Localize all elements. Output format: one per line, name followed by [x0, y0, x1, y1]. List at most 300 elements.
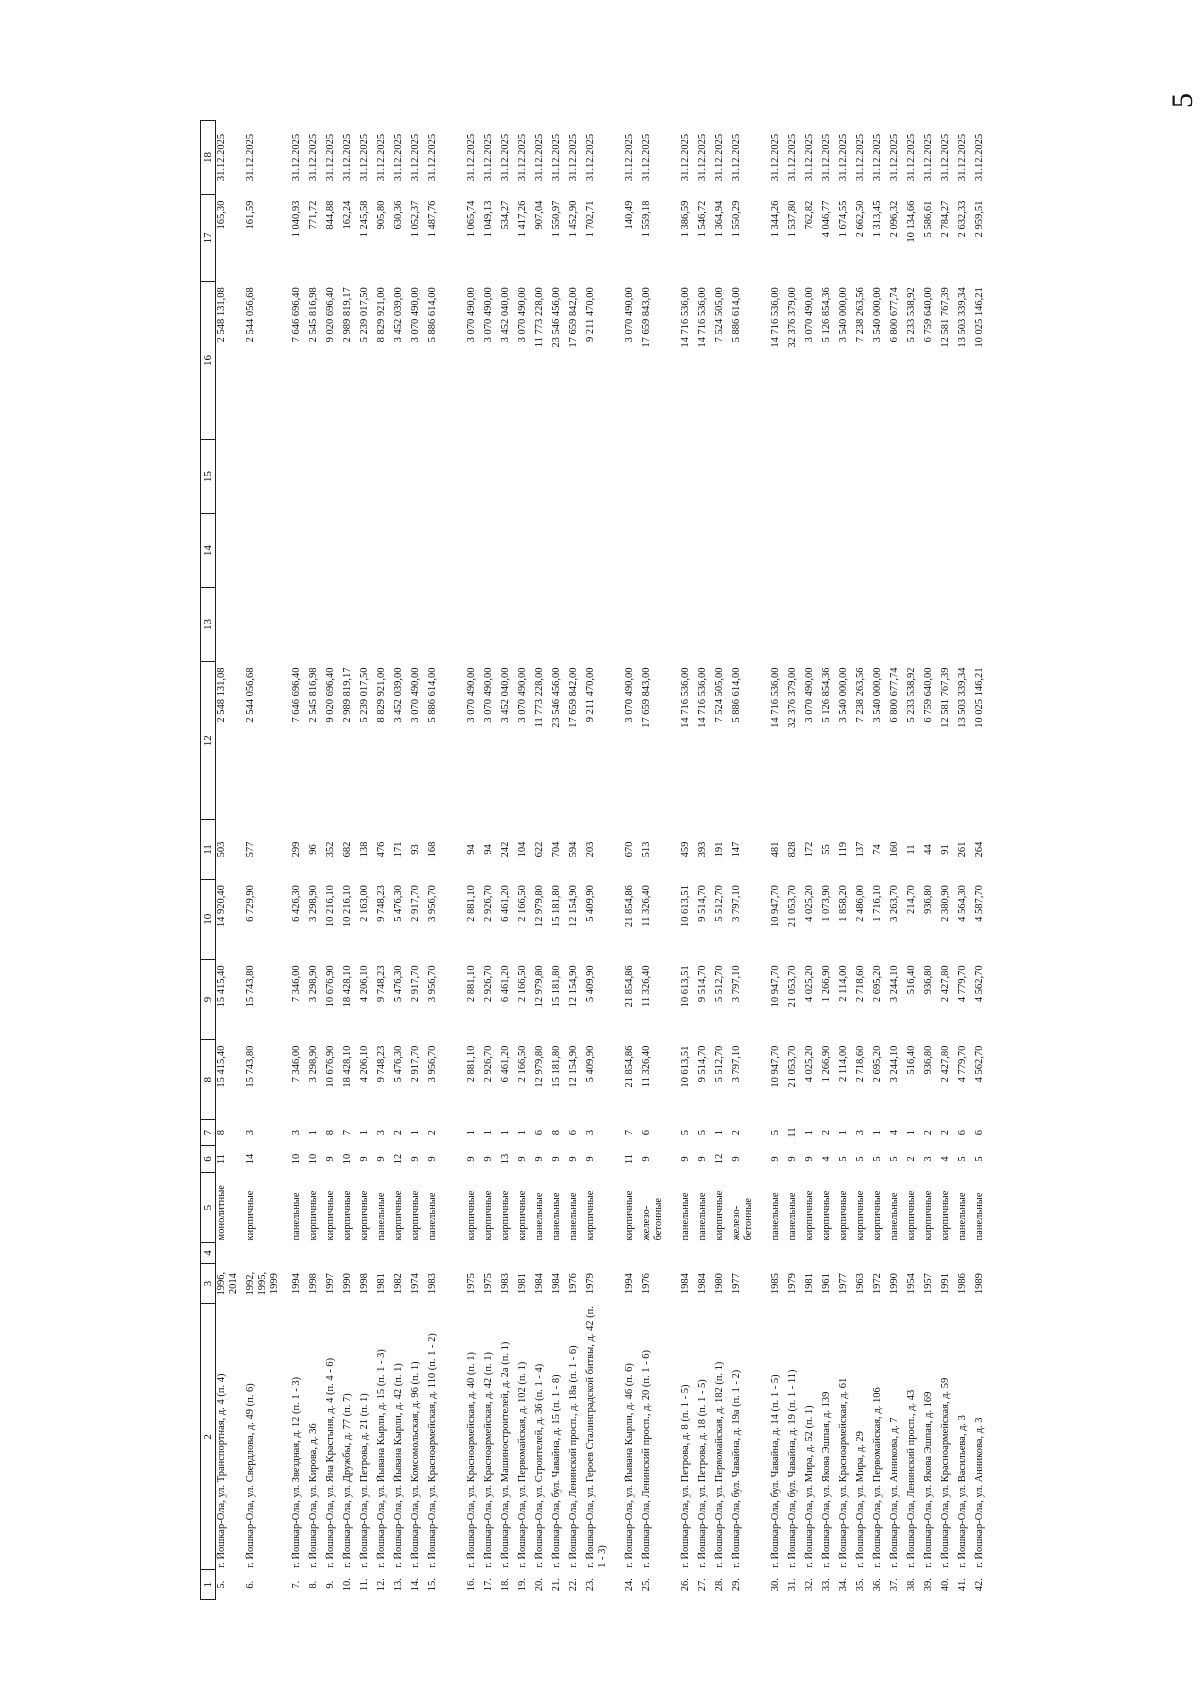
cell-total-cost: 12 581 767,39 [940, 667, 951, 728]
cell-address: г. Йошкар-Ола, ул. Свердлова, д. 49 (п. 6) [245, 1383, 256, 1568]
cell-row-number: 5. [216, 1580, 227, 1589]
column-header-15: 15 [201, 440, 216, 514]
table-row [517, 121, 534, 1600]
cell-living-area: 9 514,70 [697, 885, 708, 922]
cell-total-cost: 5 233 538,92 [906, 667, 917, 723]
cell-col-14 [974, 514, 991, 588]
cell-address: г. Йошкар-Ола, Ленинский просп., д. 18а (п. 1 - 6) [568, 1345, 579, 1568]
cell-total-cost: 7 646 696,40 [291, 667, 302, 723]
cell-living-area: 214,70 [906, 885, 917, 914]
cell-col-15 [838, 440, 855, 514]
cell-cost-16: 13 503 339,34 [957, 287, 968, 348]
cell-total-area: 1 266,90 [821, 1045, 832, 1083]
cell-entrances: 2 [821, 1129, 832, 1136]
cell-completion-date: 31.12.2025 [410, 133, 421, 182]
cell-build-years: 1992, 1995, 1999 [245, 1271, 280, 1296]
cell-cost-16: 5 126 854,36 [821, 287, 832, 343]
table-row [291, 121, 308, 1600]
cell-area-9: 10 947,70 [770, 965, 781, 1008]
cell-residents: 577 [245, 841, 256, 858]
cell-completion-date: 31.12.2025 [641, 133, 652, 182]
column-header-17: 17 [201, 195, 216, 282]
cell-completion-date: 31.12.2025 [308, 133, 319, 182]
cell-total-cost: 2 545 816,98 [308, 667, 319, 723]
cell-address: г. Йошкар-Ола, ул. Васильева, д. 3 [957, 1415, 968, 1568]
cell-residents: 393 [697, 841, 708, 858]
cell-total-cost: 6 800 677,74 [889, 667, 900, 723]
cell-living-area: 2 166,50 [517, 885, 528, 922]
cell-col-4 [957, 1242, 974, 1263]
table-row [906, 121, 923, 1600]
spacer-cell [670, 121, 680, 1600]
cell-col-4 [641, 1242, 670, 1263]
cell-col-14 [940, 514, 957, 588]
cell-area-9: 4 562,70 [974, 965, 985, 1003]
cell-floors: 10 [342, 1153, 353, 1165]
cell-unit-cost: 762,82 [804, 200, 815, 230]
cell-completion-date: 31.12.2025 [216, 133, 227, 182]
cell-address: г. Йошкар-Ола, бул. Чавайна, д. 14 (п. 1 - 5) [770, 1374, 781, 1568]
cell-living-area: 3 263,70 [889, 885, 900, 922]
cell-build-years: 1954 [906, 1273, 917, 1295]
cell-floors: 9 [534, 1156, 545, 1162]
cell-address: г. Йошкар-Ола, ул. Йывана Кырли, д. 15 (п. 1 - 3) [376, 1349, 387, 1568]
cell-build-years: 1990 [889, 1273, 900, 1295]
cell-unit-cost: 1 245,58 [359, 200, 370, 238]
cell-residents: 704 [551, 841, 562, 858]
cell-row-number: 24. [624, 1578, 635, 1592]
cell-col-13 [624, 588, 641, 662]
table-row [308, 121, 325, 1600]
cell-wall-material: панельные [291, 1192, 302, 1241]
cell-col-15 [500, 440, 517, 514]
cell-col-4 [500, 1242, 517, 1263]
cell-wall-material: кирпичные [517, 1190, 528, 1241]
cell-wall-material: панельные [551, 1192, 562, 1241]
cell-unit-cost: 1 049,13 [483, 200, 494, 238]
cell-col-14 [714, 514, 731, 588]
cell-area-9: 15 743,80 [245, 965, 256, 1008]
cell-wall-material: кирпичные [940, 1190, 951, 1241]
table-row [410, 121, 427, 1600]
cell-completion-date: 31.12.2025 [872, 133, 883, 182]
table-row [325, 121, 342, 1600]
cell-col-15 [821, 440, 838, 514]
cell-total-cost: 3 540 000,00 [838, 667, 849, 723]
cell-area-9: 2 718,60 [855, 965, 866, 1003]
cell-area-9: 15 181,80 [551, 965, 562, 1008]
cell-cost-16: 3 452 039,00 [393, 287, 404, 343]
cell-total-cost: 17 659 842,00 [568, 667, 579, 728]
cell-col-14 [517, 514, 534, 588]
cell-completion-date: 31.12.2025 [889, 133, 900, 182]
cell-row-number: 11. [359, 1578, 370, 1592]
cell-entrances: 1 [483, 1129, 494, 1136]
cell-col-14 [821, 514, 838, 588]
cell-unit-cost: 1 040,93 [291, 200, 302, 238]
table-row [427, 121, 456, 1600]
cell-entrances: 8 [216, 1129, 227, 1136]
cell-total-area: 15 415,40 [216, 1045, 227, 1088]
cell-completion-date: 31.12.2025 [393, 133, 404, 182]
cell-total-area: 516,40 [906, 1045, 917, 1075]
cell-col-14 [568, 514, 585, 588]
cell-total-area: 21 854,86 [624, 1045, 635, 1088]
cell-area-9: 2 926,70 [483, 965, 494, 1003]
cell-area-9: 18 428,10 [342, 965, 353, 1008]
cell-unit-cost: 534,27 [500, 200, 511, 230]
cell-build-years: 1975 [466, 1273, 477, 1295]
row-spacer [614, 121, 624, 1600]
cell-area-9: 7 346,00 [291, 965, 302, 1003]
cell-cost-16: 17 659 843,00 [641, 287, 652, 348]
table-row [500, 121, 517, 1600]
cell-living-area: 6 461,20 [500, 885, 511, 922]
cell-build-years: 1986 [957, 1273, 968, 1295]
cell-cost-16: 3 070 490,00 [804, 287, 815, 343]
cell-total-area: 9 748,23 [376, 1045, 387, 1083]
cell-col-15 [308, 440, 325, 514]
cell-col-15 [697, 440, 714, 514]
cell-col-13 [325, 588, 342, 662]
cell-row-number: 13. [393, 1578, 404, 1592]
cell-wall-material: панельные [697, 1192, 708, 1241]
cell-address: г. Йошкар-Ола, ул. Петрова, д. 18 (п. 1 - 5) [697, 1379, 708, 1568]
column-header-6: 6 [201, 1145, 216, 1172]
cell-unit-cost: 2 784,27 [940, 200, 951, 238]
cell-area-9: 1 266,90 [821, 965, 832, 1003]
cell-living-area: 21 854,86 [624, 885, 635, 928]
cell-total-area: 12 979,80 [534, 1045, 545, 1088]
cell-build-years: 1984 [680, 1273, 691, 1295]
cell-cost-16: 6 759 640,00 [923, 287, 934, 343]
cell-wall-material: панельные [534, 1192, 545, 1241]
column-header-5: 5 [201, 1173, 216, 1243]
cell-total-cost: 3 070 490,00 [624, 667, 635, 723]
cell-living-area: 10 947,70 [770, 885, 781, 928]
cell-entrances: 1 [308, 1129, 319, 1136]
cell-living-area: 2 881,10 [466, 885, 477, 922]
cell-build-years: 1994 [291, 1273, 302, 1295]
cell-build-years: 1963 [855, 1273, 866, 1295]
cell-living-area: 1 858,20 [838, 885, 849, 922]
cell-living-area: 21 053,70 [787, 885, 798, 928]
cell-entrances: 3 [245, 1129, 256, 1136]
cell-row-number: 21. [551, 1578, 562, 1592]
cell-living-area: 4 564,30 [957, 885, 968, 922]
cell-entrances: 1 [466, 1129, 477, 1136]
cell-col-14 [308, 514, 325, 588]
cell-col-15 [216, 440, 246, 514]
column-header-2: 2 [201, 1304, 216, 1570]
cell-address: г. Йошкар-Ола, ул. Яна Крастыня, д. 4 (п. 4 - 6) [325, 1357, 336, 1568]
cell-col-14 [410, 514, 427, 588]
table-row [787, 121, 804, 1600]
cell-floors: 2 [906, 1156, 917, 1162]
cell-address: г. Йошкар-Ола, ул. Красноармейская, д. 110 (п. 1 - 2) [427, 1333, 438, 1568]
cell-residents: 513 [641, 841, 652, 858]
cell-cost-16: 3 070 490,00 [466, 287, 477, 343]
cell-residents: 682 [342, 841, 353, 858]
cell-wall-material: кирпичные [906, 1190, 917, 1241]
cell-total-area: 18 428,10 [342, 1045, 353, 1088]
column-header-12: 12 [201, 661, 216, 819]
cell-col-15 [731, 440, 760, 514]
cell-col-14 [466, 514, 483, 588]
cell-completion-date: 31.12.2025 [624, 133, 635, 182]
row-spacer [760, 121, 770, 1600]
table-row [714, 121, 731, 1600]
cell-row-number: 19. [517, 1578, 528, 1592]
cell-col-15 [770, 440, 787, 514]
buildings-table [200, 120, 991, 1600]
cell-col-14 [906, 514, 923, 588]
cell-residents: 828 [787, 841, 798, 858]
table-row [342, 121, 359, 1600]
cell-living-area: 4 025,20 [804, 885, 815, 922]
table-row [534, 121, 551, 1600]
cell-area-9: 2 695,20 [872, 965, 883, 1003]
cell-col-14 [291, 514, 308, 588]
cell-unit-cost: 1 546,72 [697, 200, 708, 238]
cell-col-13 [359, 588, 376, 662]
cell-build-years: 1980 [714, 1273, 725, 1295]
cell-unit-cost: 2 096,32 [889, 200, 900, 238]
cell-residents: 119 [838, 841, 849, 858]
table-row [957, 121, 974, 1600]
cell-wall-material: кирпичные [838, 1190, 849, 1241]
cell-col-15 [624, 440, 641, 514]
cell-col-4 [534, 1242, 551, 1263]
cell-cost-16: 10 025 146,21 [974, 287, 985, 348]
cell-unit-cost: 2 662,50 [855, 200, 866, 238]
cell-col-15 [641, 440, 670, 514]
cell-build-years: 1981 [376, 1273, 387, 1295]
cell-address: г. Йошкар-Ола, ул. Мира, д. 29 [855, 1431, 866, 1568]
cell-entrances: 1 [359, 1129, 370, 1136]
cell-residents: 137 [855, 841, 866, 858]
cell-build-years: 1972 [872, 1273, 883, 1295]
cell-row-number: 40. [940, 1578, 951, 1592]
table-row [466, 121, 483, 1600]
cell-col-14 [551, 514, 568, 588]
cell-floors: 9 [804, 1156, 815, 1162]
cell-cost-16: 5 886 614,00 [731, 287, 742, 343]
cell-cost-16: 3 070 490,00 [517, 287, 528, 343]
cell-col-13 [821, 588, 838, 662]
cell-col-13 [245, 588, 281, 662]
cell-wall-material: кирпичные [821, 1190, 832, 1241]
cell-area-9: 6 461,20 [500, 965, 511, 1003]
cell-wall-material: кирпичные [804, 1190, 815, 1241]
cell-living-area: 5 476,30 [393, 885, 404, 922]
cell-living-area: 9 748,23 [376, 885, 387, 922]
cell-residents: 191 [714, 841, 725, 858]
table-row [624, 121, 641, 1600]
cell-col-13 [906, 588, 923, 662]
cell-total-area: 3 244,10 [889, 1045, 900, 1083]
cell-col-14 [680, 514, 697, 588]
cell-floors: 9 [787, 1156, 798, 1162]
cell-unit-cost: 162,24 [342, 200, 353, 230]
cell-entrances: 3 [585, 1129, 596, 1136]
cell-col-13 [551, 588, 568, 662]
cell-residents: 203 [585, 841, 596, 858]
cell-row-number: 18. [500, 1578, 511, 1592]
cell-area-9: 936,80 [923, 965, 934, 995]
cell-col-13 [216, 588, 246, 662]
cell-col-14 [641, 514, 670, 588]
cell-col-4 [821, 1242, 838, 1263]
cell-address: г. Йошкар-Ола, ул. Дружбы, д. 77 (п. 7) [342, 1393, 353, 1568]
table-row [770, 121, 787, 1600]
cell-floors: 5 [889, 1156, 900, 1162]
cell-entrances: 6 [974, 1129, 985, 1136]
cell-col-14 [585, 514, 614, 588]
cell-residents: 261 [957, 841, 968, 858]
cell-wall-material: кирпичные [624, 1190, 635, 1241]
cell-wall-material: панельные [376, 1192, 387, 1241]
cell-completion-date: 31.12.2025 [697, 133, 708, 182]
table-row [889, 121, 906, 1600]
cell-col-13 [872, 588, 889, 662]
cell-total-cost: 10 025 146,21 [974, 667, 985, 728]
cell-col-14 [376, 514, 393, 588]
cell-residents: 481 [770, 841, 781, 858]
cell-row-number: 30. [770, 1578, 781, 1592]
cell-col-4 [940, 1242, 957, 1263]
table-row [697, 121, 714, 1600]
cell-residents: 594 [568, 841, 579, 858]
cell-row-number: 20. [534, 1578, 545, 1592]
cell-col-15 [957, 440, 974, 514]
cell-cost-16: 3 540 000,00 [838, 287, 849, 343]
cell-build-years: 1984 [551, 1273, 562, 1295]
cell-area-9: 11 326,40 [641, 965, 652, 1007]
cell-wall-material: кирпичные [359, 1190, 370, 1241]
cell-cost-16: 12 581 767,39 [940, 287, 951, 348]
cell-build-years: 1981 [804, 1273, 815, 1295]
cell-cost-16: 14 716 536,00 [697, 287, 708, 348]
cell-floors: 9 [427, 1156, 438, 1162]
cell-col-13 [393, 588, 410, 662]
cell-completion-date: 31.12.2025 [325, 133, 336, 182]
cell-col-13 [770, 588, 787, 662]
cell-total-cost: 3 070 490,00 [483, 667, 494, 723]
cell-cost-16: 14 716 536,00 [770, 287, 781, 348]
cell-col-15 [517, 440, 534, 514]
cell-area-9: 12 979,80 [534, 965, 545, 1008]
cell-col-4 [568, 1242, 585, 1263]
cell-col-4 [838, 1242, 855, 1263]
table-row [376, 121, 393, 1600]
cell-total-area: 4 779,70 [957, 1045, 968, 1083]
cell-row-number: 6. [245, 1580, 256, 1589]
cell-total-area: 4 562,70 [974, 1045, 985, 1083]
cell-residents: 11 [906, 844, 917, 855]
cell-build-years: 1983 [500, 1273, 511, 1295]
cell-wall-material: кирпичные [308, 1190, 319, 1241]
cell-col-4 [359, 1242, 376, 1263]
cell-entrances: 8 [551, 1129, 562, 1136]
cell-col-13 [410, 588, 427, 662]
cell-build-years: 1982 [393, 1273, 404, 1295]
cell-entrances: 2 [940, 1129, 951, 1136]
cell-col-4 [308, 1242, 325, 1263]
cell-completion-date: 31.12.2025 [245, 133, 256, 182]
cell-total-cost: 5 886 614,00 [731, 667, 742, 723]
cell-residents: 44 [923, 844, 934, 855]
cell-cost-16: 3 070 490,00 [624, 287, 635, 343]
cell-unit-cost: 5 586,61 [923, 200, 934, 238]
cell-address: г. Йошкар-Ола, ул. Анникова, д. 7 [889, 1417, 900, 1568]
cell-floors: 9 [466, 1156, 477, 1162]
cell-row-number: 12. [376, 1578, 387, 1592]
cell-build-years: 1961 [821, 1273, 832, 1295]
cell-floors: 9 [325, 1156, 336, 1162]
cell-living-area: 11 326,40 [641, 885, 652, 927]
cell-entrances: 3 [291, 1129, 302, 1136]
cell-col-15 [787, 440, 804, 514]
cell-residents: 242 [500, 841, 511, 858]
cell-col-15 [410, 440, 427, 514]
cell-unit-cost: 4 046,77 [821, 200, 832, 238]
cell-area-9: 5 476,30 [393, 965, 404, 1003]
cell-col-4 [804, 1242, 821, 1263]
column-header-16: 16 [201, 281, 216, 439]
cell-total-area: 5 409,90 [585, 1045, 596, 1083]
cell-completion-date: 31.12.2025 [680, 133, 691, 182]
cell-living-area: 6 426,30 [291, 885, 302, 922]
cell-col-4 [466, 1242, 483, 1263]
cell-col-14 [216, 514, 246, 588]
cell-total-cost: 3 070 490,00 [804, 667, 815, 723]
cell-floors: 5 [872, 1156, 883, 1162]
cell-entrances: 1 [872, 1129, 883, 1136]
cell-col-13 [427, 588, 456, 662]
cell-build-years: 1998 [359, 1273, 370, 1295]
cell-residents: 670 [624, 841, 635, 858]
cell-area-9: 3 956,70 [427, 965, 438, 1003]
cell-build-years: 1989 [974, 1273, 985, 1295]
cell-address: г. Йошкар-Ола, ул. Якова Эшпая, д. 169 [923, 1391, 934, 1568]
cell-row-number: 15. [427, 1578, 438, 1592]
cell-col-14 [731, 514, 760, 588]
cell-col-4 [624, 1242, 641, 1263]
cell-completion-date: 31.12.2025 [291, 133, 302, 182]
cell-area-9: 4 025,20 [804, 965, 815, 1003]
cell-unit-cost: 2 959,51 [974, 200, 985, 238]
cell-total-cost: 14 716 536,00 [697, 667, 708, 728]
cell-completion-date: 31.12.2025 [770, 133, 781, 182]
cell-col-4 [974, 1242, 991, 1263]
table-row [245, 121, 281, 1600]
cell-unit-cost: 1 344,26 [770, 200, 781, 238]
cell-col-14 [872, 514, 889, 588]
cell-wall-material: кирпичные [585, 1190, 596, 1241]
cell-residents: 138 [359, 841, 370, 858]
cell-unit-cost: 630,36 [393, 200, 404, 230]
cell-build-years: 1979 [585, 1273, 596, 1295]
cell-total-area: 2 917,70 [410, 1045, 421, 1083]
cell-unit-cost: 1 052,37 [410, 200, 421, 238]
cell-living-area: 10 216,10 [342, 885, 353, 928]
cell-col-15 [940, 440, 957, 514]
cell-row-number: 27. [697, 1578, 708, 1592]
cell-completion-date: 31.12.2025 [376, 133, 387, 182]
cell-wall-material: панельные [787, 1192, 798, 1241]
cell-wall-material: кирпичные [325, 1190, 336, 1241]
